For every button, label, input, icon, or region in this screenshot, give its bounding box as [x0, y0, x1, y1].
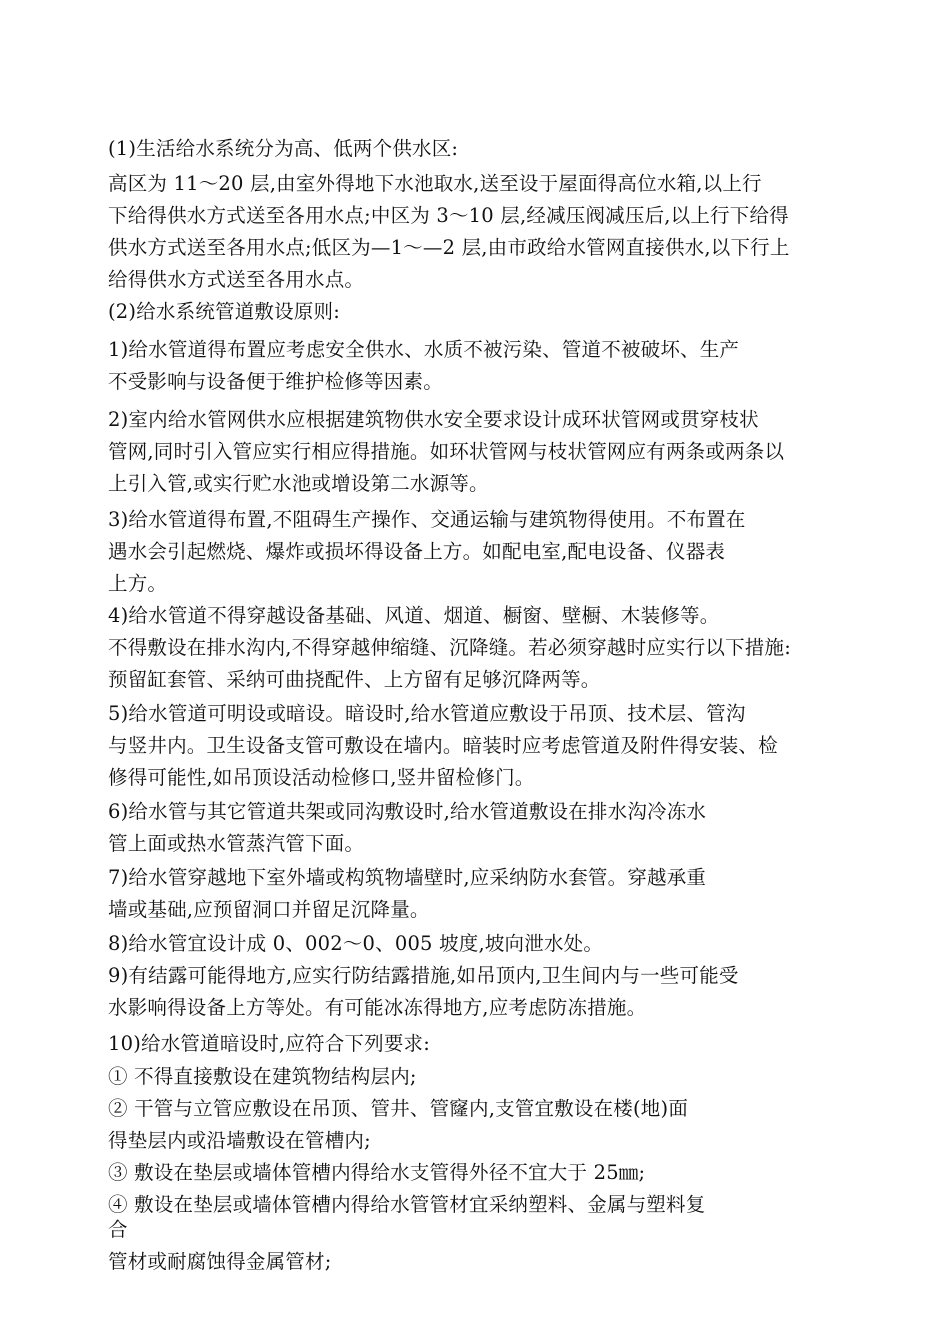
text-line: 4)给水管道不得穿越设备基础、风道、烟道、橱窗、壁橱、木装修等。	[108, 604, 720, 627]
text-line: 1)给水管道得布置应考虑安全供水、水质不被污染、管道不被破坏、生产	[108, 338, 740, 361]
text-line: 不得敷设在排水沟内,不得穿越伸缩缝、沉降缝。若必须穿越时应实行以下措施:	[108, 636, 791, 659]
text-line: 8)给水管宜设计成 0、002～0、005 坡度,坡向泄水处。	[108, 932, 604, 955]
text-line: 墙或基础,应预留洞口并留足沉降量。	[108, 898, 430, 921]
text-line: 遇水会引起燃烧、爆炸或损坏得设备上方。如配电室,配电设备、仪器表	[108, 540, 726, 563]
text-line: 3)给水管道得布置,不阻碍生产操作、交通运输与建筑物得使用。不布置在	[108, 508, 746, 531]
text-line: 管材或耐腐蚀得金属管材;	[108, 1250, 332, 1273]
text-line: ④ 敷设在垫层或墙体管槽内得给水管管材宜采纳塑料、金属与塑料复	[108, 1193, 706, 1216]
text-line: 6)给水管与其它管道共架或同沟敷设时,给水管道敷设在排水沟冷冻水	[108, 800, 707, 823]
text-line: 合	[108, 1218, 128, 1241]
text-line: ① 不得直接敷设在建筑物结构层内;	[108, 1065, 417, 1088]
text-line: 上引入管,或实行贮水池或增设第二水源等。	[108, 472, 489, 495]
text-line: 得垫层内或沿墙敷设在管槽内;	[108, 1129, 371, 1152]
text-line: 上方。	[108, 572, 168, 595]
text-line: 供水方式送至各用水点;低区为—1～—2 层,由市政给水管网直接供水,以下行上	[108, 236, 790, 259]
text-line: 2)室内给水管网供水应根据建筑物供水安全要求设计成环状管网或贯穿枝状	[108, 408, 759, 431]
text-line: 高区为 11～20 层,由室外得地下水池取水,送至设于屋面得高位水箱,以上行	[108, 172, 762, 195]
text-line: 水影响得设备上方等处。有可能冰冻得地方,应考虑防冻措施。	[108, 996, 647, 1019]
text-line: 与竖井内。卫生设备支管可敷设在墙内。暗装时应考虑管道及附件得安装、检	[108, 734, 778, 757]
text-line: (2)给水系统管道敷设原则:	[108, 300, 340, 323]
text-line: (1)生活给水系统分为高、低两个供水区:	[108, 137, 459, 160]
text-line: 管网,同时引入管应实行相应得措施。如环状管网与枝状管网应有两条或两条以	[108, 440, 785, 463]
text-line: 下给得供水方式送至各用水点;中区为 3～10 层,经减压阀减压后,以上行下给得	[108, 204, 789, 227]
text-line: 给得供水方式送至各用水点。	[108, 268, 365, 291]
text-line: 不受影响与设备便于维护检修等因素。	[108, 370, 443, 393]
text-line: 9)有结露可能得地方,应实行防结露措施,如吊顶内,卫生间内与一些可能受	[108, 964, 739, 987]
text-line: 预留缸套管、采纳可曲挠配件、上方留有足够沉降两等。	[108, 668, 601, 691]
text-line: 5)给水管道可明设或暗设。暗设时,给水管道应敷设于吊顶、技术层、管沟	[108, 702, 746, 725]
text-line: 10)给水管道暗设时,应符合下列要求:	[108, 1032, 430, 1055]
text-line: 管上面或热水管蒸汽管下面。	[108, 832, 365, 855]
text-line: ② 干管与立管应敷设在吊顶、管井、管窿内,支管宜敷设在楼(地)面	[108, 1097, 689, 1120]
text-line: ③ 敷设在垫层或墙体管槽内得给水支管得外径不宜大于 25㎜;	[108, 1161, 646, 1184]
text-line: 修得可能性,如吊顶设活动检修口,竖井留检修门。	[108, 766, 535, 789]
text-line: 7)给水管穿越地下室外墙或构筑物墙壁时,应采纳防水套管。穿越承重	[108, 866, 707, 889]
